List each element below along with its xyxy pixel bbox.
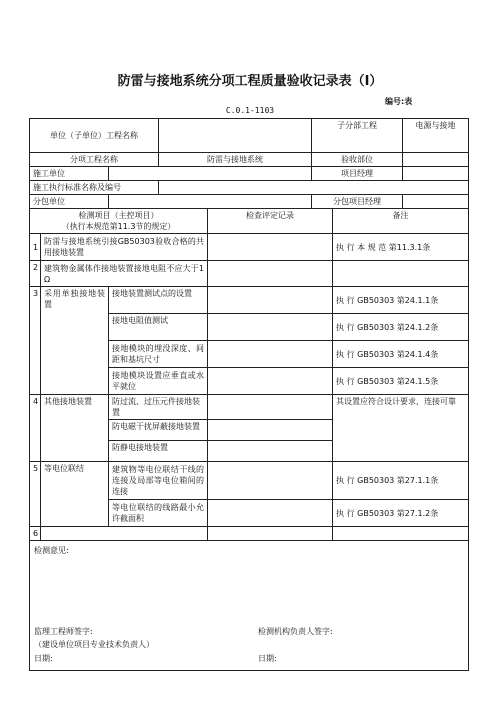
result-cell[interactable] xyxy=(208,441,333,462)
table-row xyxy=(30,395,469,420)
result-cell[interactable] xyxy=(208,234,333,261)
row-number: 2 xyxy=(30,261,41,287)
result-cell[interactable] xyxy=(208,500,333,527)
remark-cell: 执 行 GB50303 第24.1.5条 xyxy=(333,368,469,395)
result-cell[interactable] xyxy=(208,314,333,341)
signature-row xyxy=(30,541,469,671)
inspection-item: 防雷与接地系统引接GB50303验收合格的共用接地装置 xyxy=(41,234,208,261)
result-cell[interactable] xyxy=(208,287,333,314)
result-cell[interactable] xyxy=(208,420,333,441)
remark-cell: 执 行 GB50303 第27.1.1条 xyxy=(333,462,469,500)
project-manager-value-cell[interactable] xyxy=(403,167,469,181)
subitem-label-cell xyxy=(30,153,159,167)
inspection-item: 接地装置测试点的设置 xyxy=(109,287,208,314)
opinion-label: 检测意见: xyxy=(34,546,69,555)
remark-cell: 其设置应符合设计要求，连接可靠 xyxy=(333,395,469,462)
remark-cell: 执 行 本 规 范 第11.3.1条 xyxy=(333,234,469,261)
subpart-value: 电源与接地 xyxy=(415,121,456,130)
remark-cell: 执 行 GB50303 第24.1.1条 xyxy=(333,287,469,314)
standard-label-cell xyxy=(30,181,159,195)
form-code: C.0.1-1103 xyxy=(225,106,275,115)
remark-cell: 执 行 GB50303 第24.1.2条 xyxy=(333,314,469,341)
inspection-project-note: （执行本规范第11.3节的规定） xyxy=(61,222,176,231)
subcontractor-manager-label: 分包项目经理 xyxy=(333,197,382,206)
acceptance-record-table xyxy=(29,118,469,671)
unit-label-cell xyxy=(30,119,159,153)
inspection-item: 接地模块的埋没深度、间距和基坑尺寸 xyxy=(109,341,208,368)
inspection-item: 接地电阻值测试 xyxy=(109,314,208,341)
subcontractor-label-cell xyxy=(30,195,109,209)
row-number: 6 xyxy=(30,527,41,541)
subcontractor-manager-label-cell xyxy=(312,195,403,209)
result-cell[interactable] xyxy=(208,341,333,368)
table-row xyxy=(30,234,469,261)
agency-date-label: 日期: xyxy=(258,654,277,663)
row-number: 1 xyxy=(30,234,41,261)
inspection-category: 等电位联结 xyxy=(41,462,109,527)
row-number: 5 xyxy=(30,462,41,527)
subpart-label: 子分部工程 xyxy=(337,121,378,130)
inspection-item: 等电位联结的线路最小允许截面积 xyxy=(109,500,208,527)
result-record-header xyxy=(208,209,333,234)
remark-cell[interactable] xyxy=(333,527,469,541)
result-cell[interactable] xyxy=(208,462,333,500)
acceptance-label-cell xyxy=(312,153,403,167)
unit-value-cell[interactable] xyxy=(159,119,312,153)
form-title: 防雷与接地系统分项工程质量验收记录表（Ⅰ） xyxy=(117,74,383,89)
remark-cell xyxy=(333,261,469,287)
construction-unit-label: 施工单位 xyxy=(33,169,65,178)
remarks-header xyxy=(333,209,469,234)
subpart-label-cell xyxy=(312,119,403,153)
row-number: 4 xyxy=(30,395,41,462)
project-manager-label: 项目经理 xyxy=(341,169,374,178)
project-manager-label-cell xyxy=(312,167,403,181)
acceptance-label: 验收部位 xyxy=(341,155,374,164)
result-cell[interactable] xyxy=(208,368,333,395)
remark-cell: 执 行 GB50303 第24.1.4条 xyxy=(333,341,469,368)
result-record-label: 检查评定记录 xyxy=(246,211,295,220)
acceptance-value-cell[interactable] xyxy=(403,153,469,167)
unit-label: 单位（子单位）工程名称 xyxy=(50,131,139,140)
number-label: 编号:表 xyxy=(385,97,413,106)
standard-value-cell[interactable] xyxy=(159,181,469,195)
subcontractor-label: 分包单位 xyxy=(33,197,65,206)
opinion-signature-cell[interactable] xyxy=(30,541,469,671)
subcontractor-manager-value-cell[interactable] xyxy=(403,195,469,209)
result-cell[interactable] xyxy=(208,395,333,420)
inspection-item: 建筑物金属体作接地装置接地电阻不应大于1Ω xyxy=(41,261,208,287)
remark-cell: 执 行 GB50303 第27.1.2条 xyxy=(333,500,469,527)
result-cell[interactable] xyxy=(208,527,333,541)
remarks-label: 备注 xyxy=(392,211,409,220)
subcontractor-value-cell[interactable] xyxy=(109,195,312,209)
subitem-label: 分项工程名称 xyxy=(70,155,119,164)
inspection-item: 接地模块设置应垂直或水平就位 xyxy=(109,368,208,395)
inspection-item: 建筑物等电位联结干线的连接及局部等电位箱间的连接 xyxy=(109,462,208,500)
inspection-item[interactable] xyxy=(41,527,208,541)
inspection-project-header xyxy=(30,209,208,234)
subitem-value-cell[interactable] xyxy=(159,153,312,167)
inspection-item: 防电磁干扰屏蔽接地装置 xyxy=(109,420,208,441)
inspection-item: 防过流、过压元件接地装置 xyxy=(109,395,208,420)
subpart-value-cell[interactable] xyxy=(403,119,469,153)
table-row xyxy=(30,287,469,314)
supervisor-date-label: 日期: xyxy=(34,654,53,663)
supervisor-sub-label: （建设单位项目专业技术负责人） xyxy=(34,640,154,649)
supervisor-signature-label: 监理工程师签字: xyxy=(34,627,93,636)
row-number: 3 xyxy=(30,287,41,395)
inspection-category: 其他接地装置 xyxy=(41,395,109,462)
result-cell[interactable] xyxy=(208,261,333,287)
construction-unit-value-cell[interactable] xyxy=(109,167,312,181)
construction-unit-label-cell xyxy=(30,167,109,181)
standard-label: 施工执行标准名称及编号 xyxy=(33,183,121,192)
inspection-item: 防静电接地装置 xyxy=(109,441,208,462)
agency-signature-label: 检测机构负责人签字: xyxy=(258,627,333,636)
table-row xyxy=(30,462,469,500)
subitem-value: 防雷与接地系统 xyxy=(207,155,264,164)
table-row xyxy=(30,261,469,287)
inspection-project-label: 检测项目（主控项目） xyxy=(78,211,159,220)
inspection-category: 采用单独接地装置 xyxy=(41,287,109,395)
table-row xyxy=(30,527,469,541)
